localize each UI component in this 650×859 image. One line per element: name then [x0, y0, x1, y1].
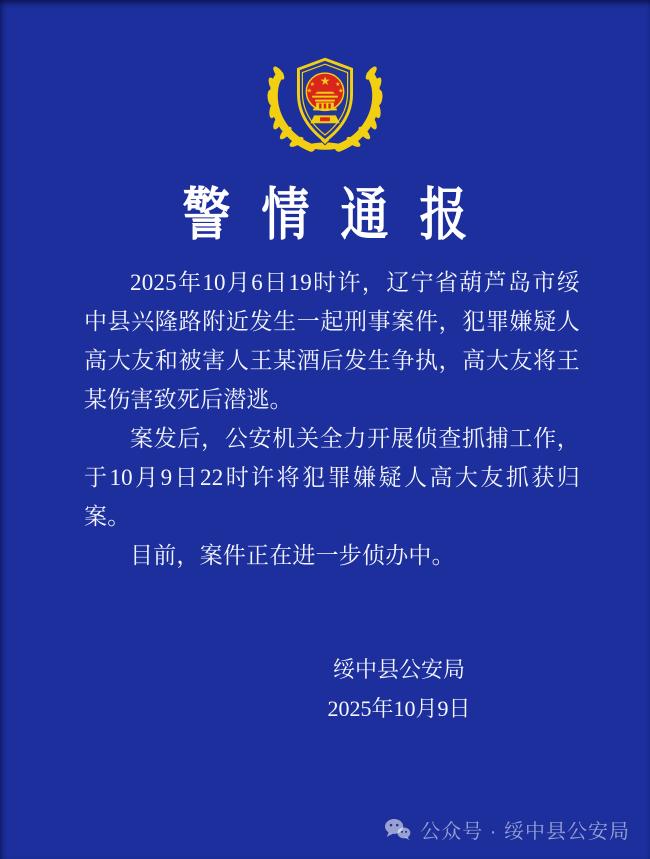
notice-paragraph: 目前，案件正在进一步侦办中。 [130, 543, 455, 568]
signature-date: 2025年10月9日 [327, 696, 471, 721]
wechat-icon [384, 818, 411, 841]
small-star-icon: ★ [338, 88, 344, 95]
signature-block [0, 650, 650, 728]
notice-title: 警情通报 [182, 184, 499, 247]
notice-body [84, 263, 580, 575]
small-star-icon: ★ [309, 81, 315, 88]
small-star-icon: ★ [306, 88, 312, 95]
small-star-icon: ★ [335, 81, 341, 88]
notice-paragraph: 2025年10月6日19时许，辽宁省葫芦岛市绥中县兴隆路附近发生一起刑事案件，犯罪嫌疑人高大友和被害人王某酒后发生争执，高大友将王某伤害致死后潜逃。 [84, 270, 580, 412]
watermark-text: 公众号 · 绥中县公安局 [420, 821, 630, 843]
gate-arches [319, 104, 331, 109]
signature-agency: 绥中县公安局 [332, 657, 465, 682]
china-police-badge-icon [266, 56, 384, 155]
big-star-icon: ★ [319, 73, 331, 88]
notice-paragraph: 案发后，公安机关全力开展侦查抓捕工作，于10月9日22时许将犯罪嫌疑人高大友抓获归案。 [84, 426, 580, 529]
wechat-watermark [384, 815, 630, 844]
